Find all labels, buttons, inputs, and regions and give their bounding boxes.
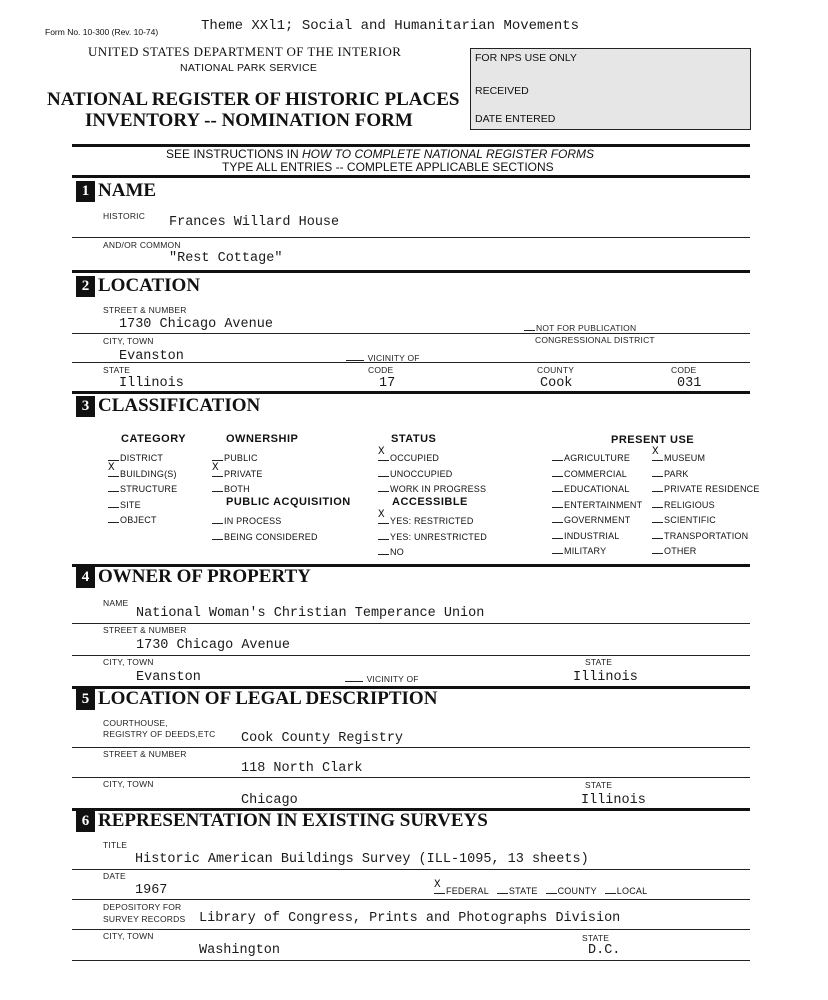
empty-blank-icon[interactable]	[552, 530, 563, 539]
received-label: RECEIVED	[475, 85, 529, 97]
divider	[72, 270, 750, 273]
section-number: 3	[76, 396, 95, 417]
status-heading: STATUS	[391, 433, 437, 445]
option-label: FEDERAL	[446, 886, 489, 896]
section-4-heading: 4 OWNER OF PROPERTY	[76, 566, 311, 588]
option-both[interactable]	[212, 483, 250, 494]
option-county[interactable]	[546, 885, 597, 896]
section-2-heading: 2 LOCATION	[76, 275, 200, 297]
legal-state-field[interactable]: Illinois	[581, 793, 646, 808]
option-no[interactable]	[378, 546, 404, 557]
empty-blank-icon[interactable]	[212, 483, 223, 492]
survey-state-field[interactable]: D.C.	[588, 943, 621, 958]
option-local[interactable]	[605, 885, 648, 896]
option-label: DISTRICT	[120, 453, 164, 463]
option-yes-unrestricted[interactable]	[378, 531, 487, 542]
empty-blank-icon[interactable]	[552, 514, 563, 523]
option-educational[interactable]	[552, 483, 630, 494]
option-park[interactable]	[652, 468, 689, 479]
empty-blank-icon[interactable]	[108, 452, 119, 461]
checked-blank-icon[interactable]	[378, 446, 389, 461]
empty-blank-icon[interactable]	[378, 468, 389, 477]
accessible-heading: ACCESSIBLE	[392, 496, 468, 508]
option-in-process[interactable]	[212, 515, 282, 526]
depository-field[interactable]: Library of Congress, Prints and Photographs Division	[199, 911, 621, 926]
empty-blank-icon[interactable]	[652, 514, 663, 523]
congressional-district-label: CONGRESSIONAL DISTRICT	[535, 335, 655, 345]
option-object[interactable]	[108, 514, 157, 525]
option-museum[interactable]	[652, 446, 706, 463]
option-label: COUNTY	[557, 886, 597, 896]
depository-label-line2: SURVEY RECORDS	[103, 914, 186, 924]
x-mark-icon: X	[212, 461, 219, 474]
vicinity-option[interactable]: VICINITY OF	[346, 352, 420, 363]
option-label: MUSEUM	[664, 453, 706, 463]
option-entertainment[interactable]	[552, 499, 642, 510]
street-field[interactable]: 1730 Chicago Avenue	[119, 317, 273, 332]
empty-blank-icon[interactable]	[378, 531, 389, 540]
empty-blank-icon[interactable]	[652, 483, 663, 492]
present-use-heading: PRESENT USE	[611, 434, 695, 446]
city-field[interactable]: Evanston	[119, 349, 184, 364]
option-label: TRANSPORTATION	[664, 530, 749, 541]
option-label: STATE	[508, 886, 538, 896]
city-label: CITY, TOWN	[103, 336, 154, 346]
option-label: OTHER	[664, 546, 697, 556]
option-state[interactable]	[497, 885, 538, 896]
empty-blank-icon[interactable]	[552, 468, 563, 477]
option-label: EDUCATIONAL	[564, 484, 630, 494]
x-mark-icon: X	[108, 461, 115, 474]
option-label: ENTERTAINMENT	[564, 499, 643, 510]
empty-blank-icon[interactable]	[652, 545, 663, 554]
nps-box-heading: FOR NPS USE ONLY	[475, 52, 577, 64]
option-building-s[interactable]	[108, 461, 177, 479]
option-label: NO	[390, 547, 404, 557]
option-site[interactable]	[108, 499, 141, 510]
divider	[72, 899, 750, 900]
option-scientific[interactable]	[652, 514, 716, 525]
state-label: STATE	[103, 365, 131, 375]
option-military[interactable]	[552, 545, 606, 556]
common-name-field[interactable]: "Rest Cottage"	[169, 251, 283, 266]
option-transportation[interactable]	[652, 530, 748, 541]
option-label: GOVERNMENT	[564, 515, 631, 525]
option-label: PRIVATE	[224, 468, 263, 479]
survey-title-field[interactable]: Historic American Buildings Survey (ILL-1095, 13 sheets)	[135, 852, 589, 867]
x-mark-icon: X	[378, 446, 385, 458]
owner-state-label: STATE	[585, 657, 613, 667]
date-entered-label: DATE ENTERED	[475, 113, 556, 125]
empty-blank-icon[interactable]	[652, 530, 663, 539]
street-label: STREET & NUMBER	[103, 305, 187, 315]
empty-blank-icon[interactable]	[212, 531, 223, 540]
option-label: MILITARY	[564, 546, 607, 556]
divider	[72, 333, 750, 334]
county-field[interactable]: Cook	[540, 376, 573, 391]
nps-use-only-box	[470, 48, 751, 130]
county-label: COUNTY	[537, 365, 575, 375]
owner-state-field[interactable]: Illinois	[573, 670, 638, 685]
form-title-line2: INVENTORY -- NOMINATION FORM	[85, 110, 413, 131]
option-label: OCCUPIED	[390, 453, 440, 463]
empty-blank-icon[interactable]	[552, 499, 563, 508]
option-label: WORK IN PROGRESS	[390, 484, 487, 494]
state-field[interactable]: Illinois	[119, 376, 184, 391]
legal-city-label: CITY, TOWN	[103, 779, 154, 789]
empty-blank-icon[interactable]	[378, 546, 389, 555]
common-name-label: AND/OR COMMON	[103, 240, 181, 250]
owner-name-label: NAME	[103, 598, 129, 608]
instructions-line2: TYPE ALL ENTRIES -- COMPLETE APPLICABLE SECTIONS	[222, 160, 554, 174]
section-number: 1	[76, 181, 95, 202]
not-for-publication-option[interactable]: NOT FOR PUBLICATION	[524, 322, 636, 333]
option-yes-restricted[interactable]	[378, 509, 474, 526]
divider	[72, 777, 750, 778]
option-label: STRUCTURE	[120, 484, 178, 494]
empty-blank-icon[interactable]	[552, 452, 563, 461]
checked-blank-icon[interactable]	[108, 461, 119, 477]
instructions-line1: SEE INSTRUCTIONS IN HOW TO COMPLETE NATIONAL REGISTER FORMS	[166, 147, 595, 161]
option-industrial[interactable]	[552, 530, 620, 541]
empty-blank-icon[interactable]	[497, 885, 508, 894]
section-6-heading: 6 REPRESENTATION IN EXISTING SURVEYS	[76, 810, 488, 832]
empty-blank-icon[interactable]	[605, 885, 616, 894]
divider	[72, 869, 750, 870]
owner-vicinity-option[interactable]: VICINITY OF	[345, 673, 419, 684]
courthouse-field[interactable]: Cook County Registry	[241, 731, 404, 746]
section-number: 4	[76, 567, 95, 588]
survey-city-field[interactable]: Washington	[199, 943, 281, 958]
legal-street-label: STREET & NUMBER	[103, 749, 187, 759]
option-government[interactable]	[552, 514, 631, 525]
option-agriculture[interactable]	[552, 452, 630, 463]
legal-street-field[interactable]: 118 North Clark	[241, 761, 363, 776]
divider	[72, 929, 750, 930]
state-code-label: CODE	[368, 365, 394, 375]
option-label: SITE	[120, 499, 141, 510]
option-label: AGRICULTURE	[564, 453, 631, 463]
survey-city-label: CITY, TOWN	[103, 931, 154, 941]
divider	[72, 623, 750, 624]
section-number: 6	[76, 811, 95, 832]
checked-blank-icon[interactable]	[434, 879, 445, 894]
historic-label: HISTORIC	[103, 211, 146, 221]
option-label: YES: RESTRICTED	[390, 516, 474, 526]
section-3-heading: 3 CLASSIFICATION	[76, 395, 260, 417]
form-number: Form No. 10-300 (Rev. 10-74)	[45, 27, 159, 37]
option-label: INDUSTRIAL	[564, 530, 620, 541]
option-label: OBJECT	[120, 515, 157, 525]
survey-state-label: STATE	[582, 933, 610, 943]
option-work-in-progress[interactable]	[378, 483, 486, 494]
section-number: 5	[76, 689, 95, 710]
option-structure[interactable]	[108, 483, 177, 494]
option-private-residence[interactable]	[652, 483, 760, 494]
empty-blank-icon[interactable]	[552, 483, 563, 492]
historic-name-field[interactable]: Frances Willard House	[169, 215, 340, 230]
option-unoccupied[interactable]	[378, 468, 453, 479]
state-code-field[interactable]: 17	[379, 376, 396, 391]
empty-blank-icon[interactable]	[212, 452, 223, 461]
option-occupied[interactable]	[378, 446, 440, 463]
option-label: PUBLIC	[224, 453, 258, 463]
empty-blank-icon[interactable]	[378, 483, 389, 492]
divider	[72, 391, 750, 394]
empty-blank-icon[interactable]	[108, 483, 119, 492]
survey-title-label: TITLE	[103, 840, 128, 850]
divider	[72, 960, 750, 961]
option-label: IN PROCESS	[224, 516, 282, 526]
option-label: BOTH	[224, 484, 250, 494]
department-name: UNITED STATES DEPARTMENT OF THE INTERIOR	[88, 44, 402, 59]
option-label: PARK	[664, 468, 689, 479]
courthouse-label-line2: REGISTRY OF DEEDS,ETC	[103, 729, 216, 739]
divider	[72, 747, 750, 748]
option-other[interactable]	[652, 545, 697, 556]
option-label: UNOCCUPIED	[390, 468, 453, 479]
acquisition-heading: PUBLIC ACQUISITION	[226, 496, 351, 508]
survey-date-label: DATE	[103, 871, 126, 881]
divider	[72, 362, 750, 363]
empty-blank-icon[interactable]	[108, 499, 119, 508]
option-commercial[interactable]	[552, 468, 627, 479]
empty-blank-icon[interactable]	[108, 514, 119, 523]
owner-street-label: STREET & NUMBER	[103, 625, 187, 635]
option-label: BUILDING(S)	[120, 468, 177, 479]
legal-state-label: STATE	[585, 780, 613, 790]
courthouse-label-line1: COURTHOUSE,	[103, 718, 168, 728]
option-religious[interactable]	[652, 499, 715, 510]
service-name: NATIONAL PARK SERVICE	[180, 62, 318, 74]
empty-blank-icon[interactable]	[212, 515, 223, 524]
checked-blank-icon[interactable]	[378, 509, 389, 524]
owner-name-field[interactable]: National Woman's Christian Temperance Union	[136, 606, 485, 621]
section-1-heading: 1 NAME	[76, 180, 156, 202]
option-label: COMMERCIAL	[564, 468, 628, 479]
empty-blank-icon[interactable]	[652, 499, 663, 508]
checked-blank-icon[interactable]	[652, 446, 663, 461]
empty-blank-icon[interactable]	[552, 545, 563, 554]
divider	[72, 237, 750, 238]
theme-text: Theme XXl1; Social and Humanitarian Movements	[201, 18, 580, 34]
option-federal[interactable]	[434, 879, 489, 896]
category-heading: CATEGORY	[121, 433, 187, 445]
form-title-line1: NATIONAL REGISTER OF HISTORIC PLACES	[47, 89, 460, 110]
owner-street-field[interactable]: 1730 Chicago Avenue	[136, 638, 290, 653]
x-mark-icon: X	[652, 446, 659, 458]
owner-city-label: CITY, TOWN	[103, 657, 154, 667]
empty-blank-icon[interactable]	[546, 885, 557, 894]
legal-city-field[interactable]: Chicago	[241, 793, 298, 808]
option-label: YES: UNRESTRICTED	[390, 531, 487, 542]
x-mark-icon: X	[378, 509, 385, 521]
option-being-considered[interactable]	[212, 531, 318, 542]
divider	[72, 655, 750, 656]
option-label: RELIGIOUS	[664, 499, 715, 510]
option-label: PRIVATE RESIDENCE	[664, 484, 760, 494]
option-label: BEING CONSIDERED	[224, 531, 318, 542]
x-mark-icon: X	[434, 879, 441, 891]
county-code-label: CODE	[671, 365, 697, 375]
divider	[72, 175, 750, 178]
survey-level-options	[434, 879, 655, 896]
checked-blank-icon[interactable]	[212, 461, 223, 477]
county-code-field[interactable]: 031	[677, 376, 702, 391]
depository-label-line1: DEPOSITORY FOR	[103, 902, 182, 912]
option-label: LOCAL	[616, 886, 648, 896]
option-private[interactable]	[212, 461, 263, 479]
ownership-heading: OWNERSHIP	[226, 433, 299, 445]
section-5-heading: 5 LOCATION OF LEGAL DESCRIPTION	[76, 688, 437, 710]
section-number: 2	[76, 276, 95, 297]
option-district[interactable]	[108, 452, 163, 463]
survey-date-field[interactable]: 1967	[135, 883, 168, 898]
option-label: SCIENTIFIC	[664, 515, 717, 525]
empty-blank-icon[interactable]	[652, 468, 663, 477]
owner-city-field[interactable]: Evanston	[136, 670, 201, 685]
